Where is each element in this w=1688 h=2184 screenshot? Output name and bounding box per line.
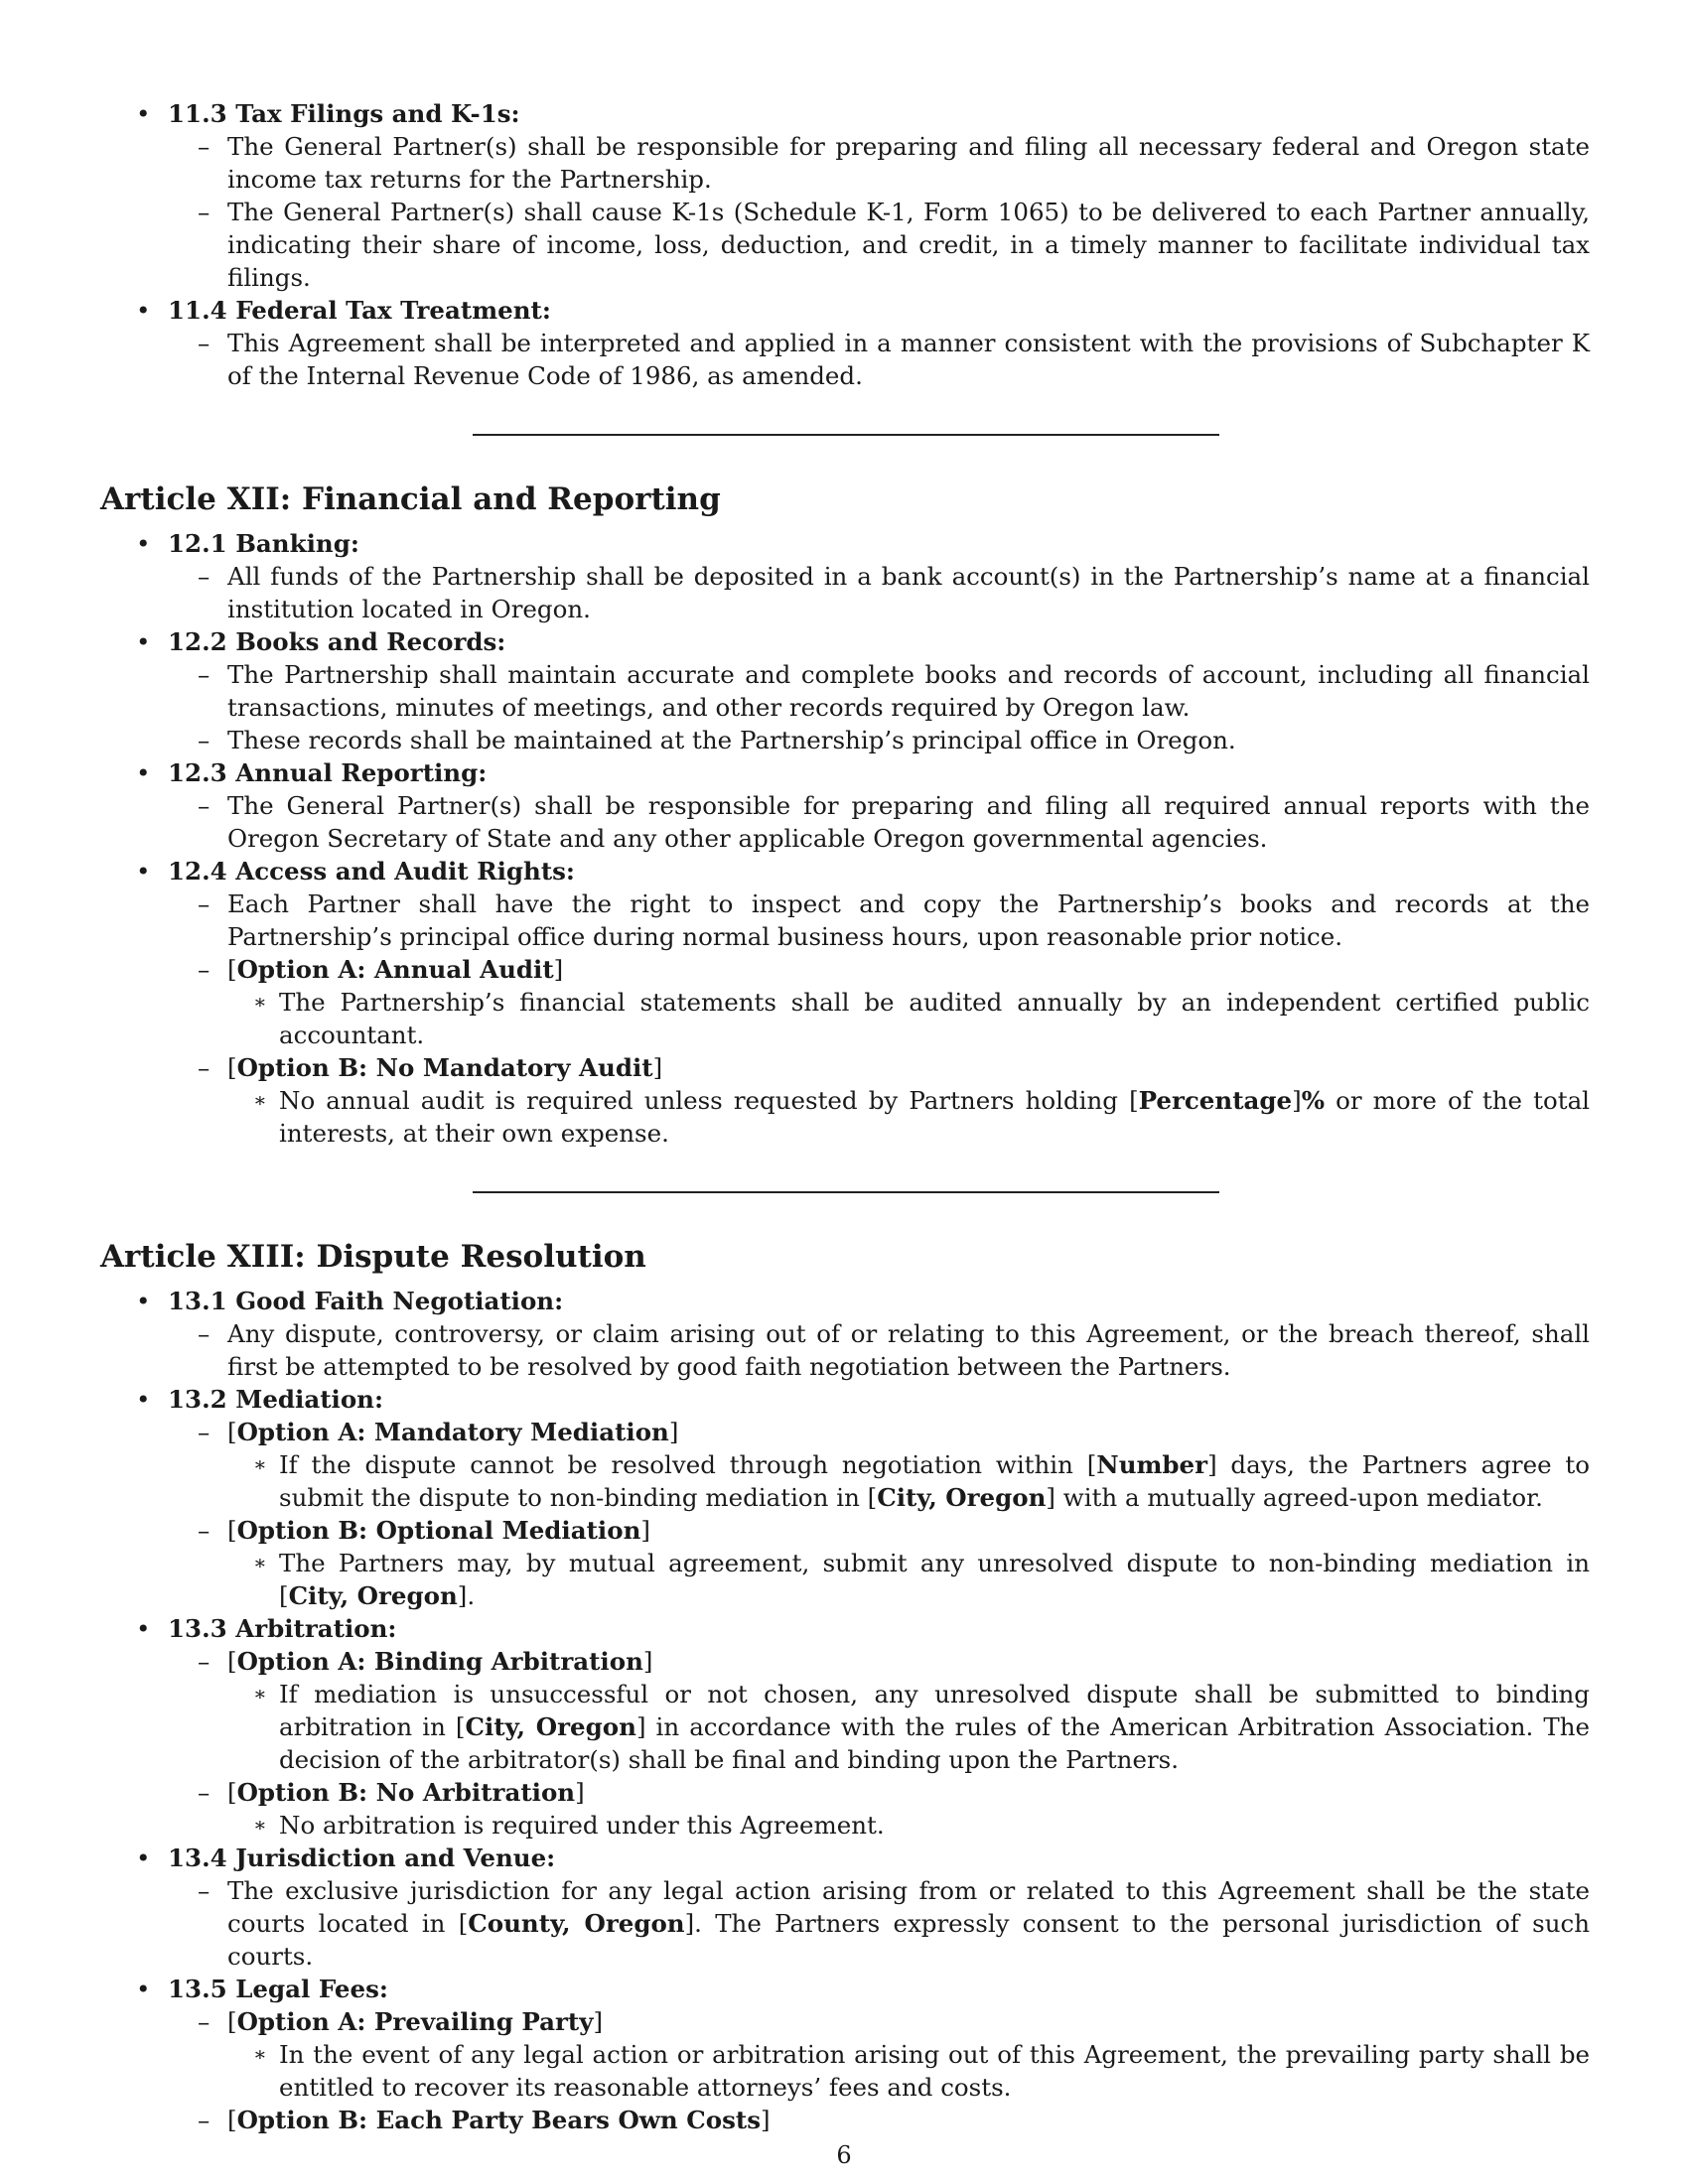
clause-text: – These records shall be maintained at the Partnership’s principal office in Oregon.: [168, 724, 1590, 756]
option-label: Option A: Mandatory Mediation: [236, 1418, 669, 1446]
placeholder-field: City, Oregon: [288, 1581, 458, 1610]
option-text: ∗ The Partnership’s financial statements shall be audited annually by an independent certified public accountant.: [227, 986, 1590, 1051]
section-title: 13.1 Good Faith Negotiation:: [168, 1287, 564, 1315]
option-text: ∗ The Partners may, by mutual agreement, submit any unresolved dispute to non-binding mediation in [City, Oregon].: [227, 1547, 1590, 1612]
article-11-list: [100, 97, 1590, 392]
article-13-heading: Article XIII: Dispute Resolution: [100, 1239, 646, 1275]
section-12-2: [100, 625, 1590, 756]
clause-text: – Any dispute, controversy, or claim arising out of or relating to this Agreement, or the breach thereof, shall first be attempted to be resolved by good faith negotiation between the Partners.: [168, 1317, 1590, 1383]
section-13-3: [100, 1612, 1590, 1842]
clause-text: – The General Partner(s) shall cause K-1s (Schedule K-1, Form 1065) to be delivered to each Partner annually, indicating their share of income, loss, deduction, and credit, in a timely manner to facilitate individual tax filings.: [168, 196, 1590, 294]
option-a: – [Option A: Annual Audit] ∗ The Partnership’s financial statements shall be audited annually by an independent certified public accountant.: [168, 953, 1590, 1051]
section-13-1: [100, 1285, 1590, 1383]
option-text: ∗ No arbitration is required under this Agreement.: [227, 1809, 1590, 1842]
page-number: 6: [836, 2141, 852, 2169]
option-text: ∗ If mediation is unsuccessful or not chosen, any unresolved dispute shall be submitted to binding arbitration in [City, Oregon] in accordance with the rules of the American Arbitration Association. The decision of the arbitrator(s) shall be final and binding upon the Partners.: [227, 1678, 1590, 1776]
section-12-1: [100, 527, 1590, 625]
option-label: Option B: No Mandatory Audit: [236, 1053, 653, 1082]
section-12-3: [100, 756, 1590, 855]
section-title: 13.2 Mediation:: [168, 1385, 384, 1414]
option-label: Option A: Annual Audit: [236, 955, 554, 984]
section-title: 13.5 Legal Fees:: [168, 1975, 388, 2003]
section-title: 11.3 Tax Filings and K-1s:: [168, 99, 520, 128]
clause-text: – All funds of the Partnership shall be deposited in a bank account(s) in the Partnership’s name at a financial institution located in Oregon.: [168, 560, 1590, 625]
placeholder-field: City, Oregon: [877, 1483, 1047, 1512]
placeholder-field: Percentage: [1138, 1086, 1293, 1115]
option-label: Option B: No Arbitration: [236, 1778, 576, 1807]
option-label: Option A: Binding Arbitration: [236, 1647, 643, 1676]
clause-text: – The exclusive jurisdiction for any legal action arising from or related to this Agreement shall be the state courts located in [County, Oregon]. The Partners expressly consent to the personal jurisdiction of such courts.: [168, 1874, 1590, 1973]
clause-text: – The General Partner(s) shall be responsible for preparing and filing all required annual reports with the Oregon Secretary of State and any other applicable Oregon governmental agencies.: [168, 789, 1590, 855]
section-title: 13.3 Arbitration:: [168, 1614, 397, 1643]
option-text: ∗ In the event of any legal action or arbitration arising out of this Agreement, the prevailing party shall be entitled to recover its reasonable attorneys’ fees and costs.: [227, 2038, 1590, 2104]
option-b: – [Option B: Each Party Bears Own Costs]: [168, 2104, 1590, 2136]
option-label: Option A: Prevailing Party: [236, 2007, 594, 2036]
section-13-5: [100, 1973, 1590, 2136]
option-a: – [Option A: Prevailing Party] ∗ In the event of any legal action or arbitration arising out of this Agreement, the prevailing party shall be entitled to recover its reasonable attorneys’ fees and costs.: [168, 2005, 1590, 2104]
section-divider: [473, 434, 1219, 436]
section-divider: [473, 1191, 1219, 1193]
option-b: – [Option B: Optional Mediation] ∗ The Partners may, by mutual agreement, submit any unresolved dispute to non-binding mediation in [City, Oregon].: [168, 1514, 1590, 1612]
section-13-4: [100, 1842, 1590, 1973]
clause-text: – The Partnership shall maintain accurate and complete books and records of account, including all financial transactions, minutes of meetings, and other records required by Oregon law.: [168, 658, 1590, 724]
clause-text: – Each Partner shall have the right to inspect and copy the Partnership’s books and records at the Partnership’s principal office during normal business hours, upon reasonable prior notice.: [168, 887, 1590, 953]
placeholder-field: County, Oregon: [468, 1909, 685, 1938]
section-title: 12.4 Access and Audit Rights:: [168, 857, 575, 886]
section-title: 11.4 Federal Tax Treatment:: [168, 296, 551, 325]
option-a: – [Option A: Mandatory Mediation] ∗ If the dispute cannot be resolved through negotiation within [Number] days, the Partners agree to submit the dispute to non-binding mediation in [City, Oregon] with a mutually agreed-upon mediator.: [168, 1416, 1590, 1514]
option-b: – [Option B: No Arbitration] ∗ No arbitration is required under this Agreement.: [168, 1776, 1590, 1842]
section-13-2: [100, 1383, 1590, 1612]
option-text: ∗ No annual audit is required unless requested by Partners holding [Percentage]% or more of the total interests, at their own expense.: [227, 1084, 1590, 1150]
option-b: – [Option B: No Mandatory Audit] ∗ No annual audit is required unless requested by Partners holding [Percentage]% or more of the total interests, at their own expense.: [168, 1051, 1590, 1150]
section-title: 12.1 Banking:: [168, 529, 359, 558]
section-title: 12.3 Annual Reporting:: [168, 758, 488, 787]
option-label: Option B: Optional Mediation: [236, 1516, 641, 1545]
option-text: ∗ If the dispute cannot be resolved through negotiation within [Number] days, the Partners agree to submit the dispute to non-binding mediation in [City, Oregon] with a mutually agreed-upon mediator.: [227, 1448, 1590, 1514]
section-12-4: [100, 855, 1590, 1150]
article-12-heading: Article XII: Financial and Reporting: [100, 481, 721, 517]
article-12-list: [100, 527, 1590, 1150]
section-title: 13.4 Jurisdiction and Venue:: [168, 1843, 556, 1872]
clause-text: – This Agreement shall be interpreted and applied in a manner consistent with the provisions of Subchapter K of the Internal Revenue Code of 1986, as amended.: [168, 327, 1590, 392]
section-11-3: [100, 97, 1590, 294]
section-title: 12.2 Books and Records:: [168, 627, 506, 656]
section-11-4: [100, 294, 1590, 392]
option-a: – [Option A: Binding Arbitration] ∗ If mediation is unsuccessful or not chosen, any unresolved dispute shall be submitted to binding arbitration in [City, Oregon] in accordance with the rules of the American Arbitration Association. The decision of the arbitrator(s) shall be final and binding upon the Partners.: [168, 1645, 1590, 1776]
option-label: Option B: Each Party Bears Own Costs: [236, 2106, 761, 2134]
document-page: [100, 97, 1590, 2136]
placeholder-field: Number: [1096, 1450, 1208, 1479]
clause-text: – The General Partner(s) shall be responsible for preparing and filing all necessary federal and Oregon state income tax returns for the Partnership.: [168, 130, 1590, 196]
placeholder-field: City, Oregon: [465, 1712, 636, 1741]
article-13-list: [100, 1285, 1590, 2136]
